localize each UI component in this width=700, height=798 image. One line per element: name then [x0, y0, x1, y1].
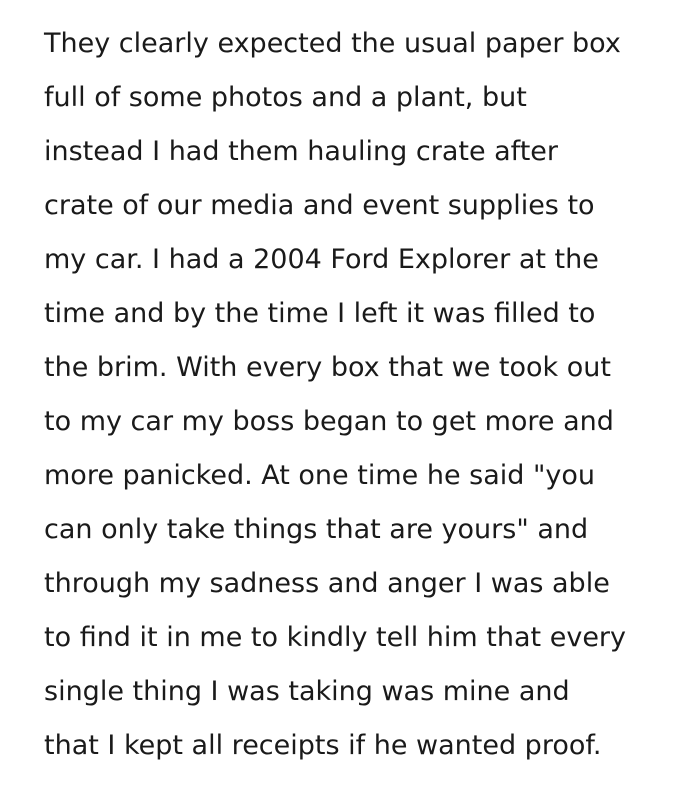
- paragraph-line-4: crate of our media and event supplies to: [44, 190, 595, 221]
- paragraph-line-8: to my car my boss began to get more and: [44, 406, 614, 437]
- paragraph-line-3: instead I had them hauling crate after: [44, 136, 559, 167]
- story-paragraph: [44, 17, 684, 773]
- paragraph-line-10: can only take things that are yours" and: [44, 514, 589, 545]
- paragraph-line-9: more panicked. At one time he said "you: [44, 460, 595, 491]
- paragraph-line-6: time and by the time I left it was filled to: [44, 298, 596, 329]
- paragraph-line-13: single thing I was taking was mine and: [44, 676, 570, 707]
- paragraph-line-1: They clearly expected the usual paper box: [44, 28, 621, 59]
- paragraph-line-2: full of some photos and a plant, but: [44, 82, 527, 113]
- paragraph-line-14: that I kept all receipts if he wanted proof.: [44, 730, 602, 761]
- paragraph-line-12: to find it in me to kindly tell him that every: [44, 622, 627, 653]
- paragraph-line-7: the brim. With every box that we took out: [44, 352, 611, 383]
- paragraph-line-5: my car. I had a 2004 Ford Explorer at the: [44, 244, 599, 275]
- paragraph-line-11: through my sadness and anger I was able: [44, 568, 610, 599]
